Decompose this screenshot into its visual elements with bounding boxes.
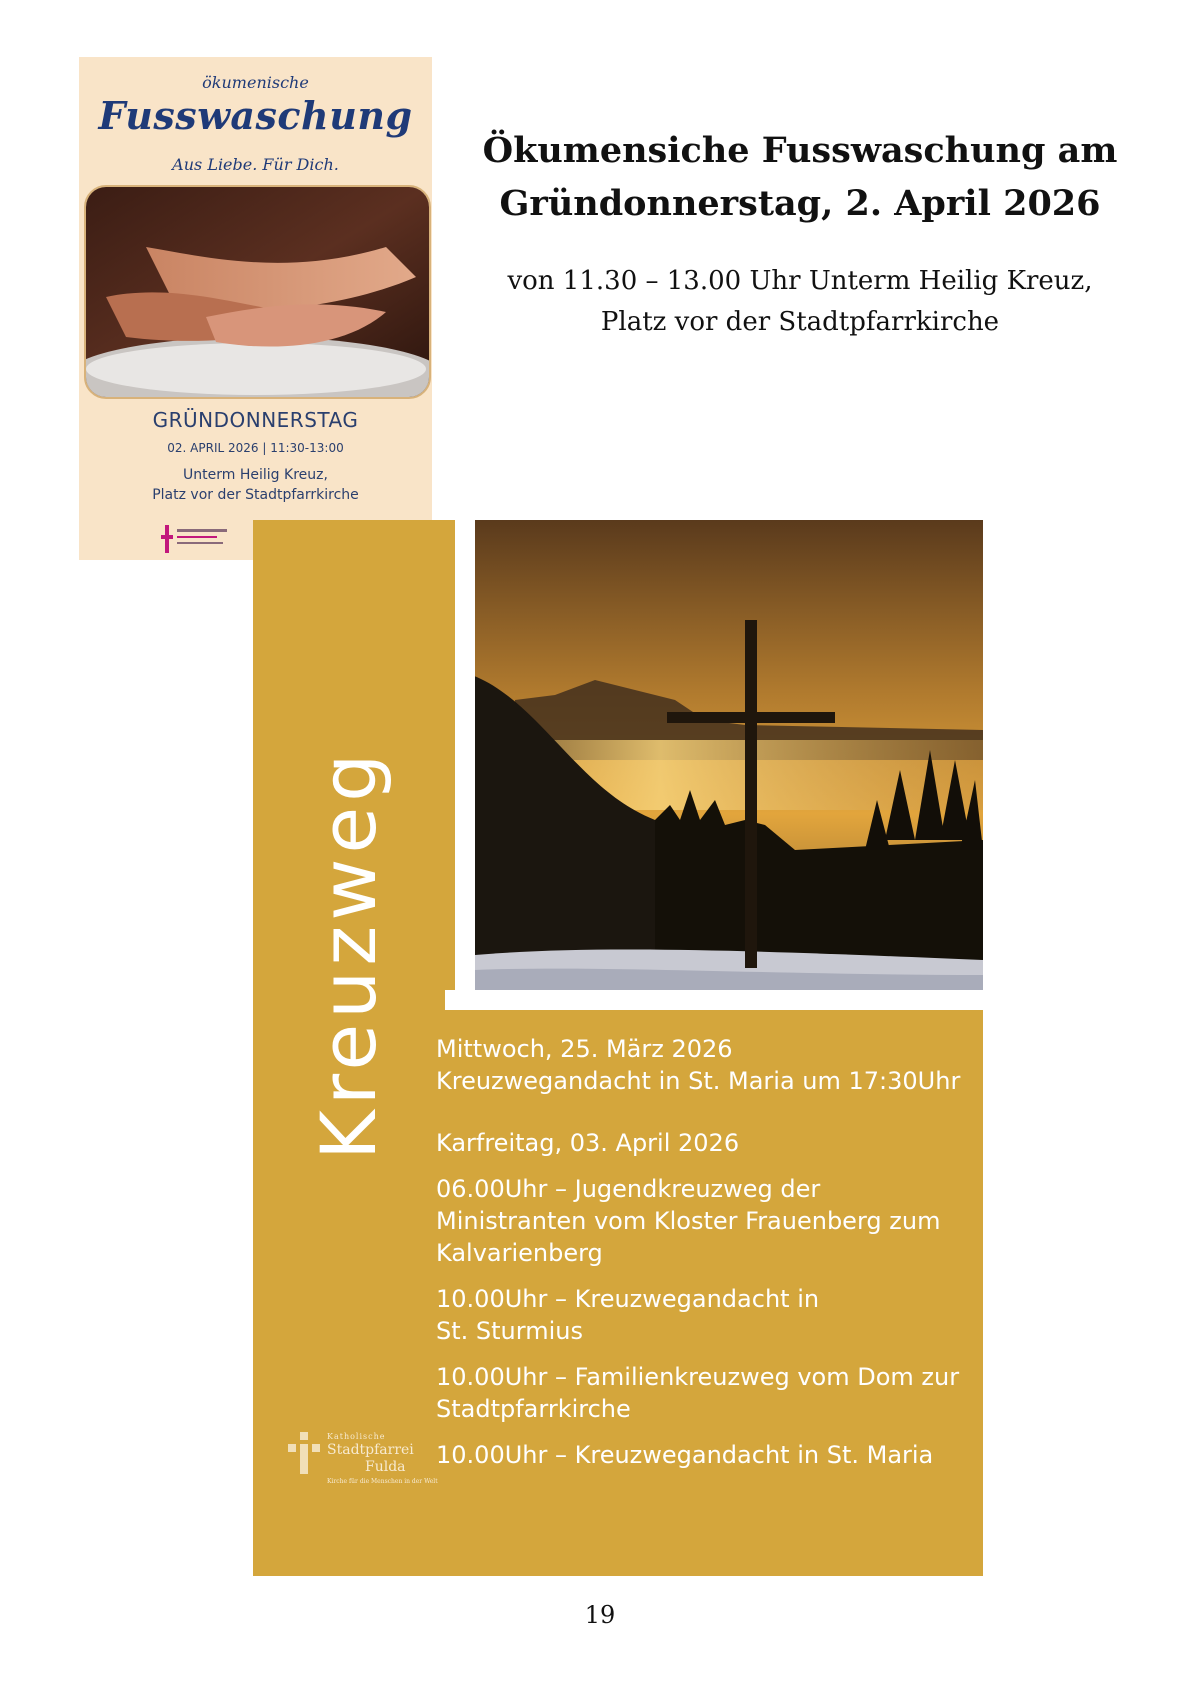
poster-label-small: ökumenische — [202, 73, 309, 92]
schedule-line: Karfreitag, 03. April 2026 — [436, 1129, 740, 1157]
poster-date-time: 02. APRIL 2026 | 11:30-13:00 — [167, 441, 344, 455]
schedule-line: 10.00Uhr – Familienkreuzweg vom Dom zur — [436, 1363, 960, 1391]
schedule-item — [436, 1439, 981, 1471]
schedule-line: Kalvarienberg — [436, 1239, 603, 1267]
schedule-line: 06.00Uhr – Jugendkreuzweg der — [436, 1175, 821, 1203]
cross-sunset-photo — [445, 520, 983, 1010]
logo-line3: Fulda — [365, 1459, 406, 1475]
schedule-item — [436, 1033, 981, 1097]
schedule-line: Kreuzwegandacht in St. Maria um 17:30Uhr — [436, 1067, 961, 1095]
schedule-item — [436, 1283, 981, 1347]
schedule-line: Ministranten vom Kloster Frauenberg zum — [436, 1207, 941, 1235]
poster-title: Fusswaschung — [98, 93, 413, 138]
schedule-item — [436, 1127, 981, 1159]
poster-tagline: Aus Liebe. Für Dich. — [172, 155, 339, 174]
stadtpfarrei-logo — [285, 1432, 438, 1485]
event-subline — [470, 261, 1130, 343]
stadtpfarrei-cross-icon — [285, 1432, 323, 1474]
kreuzweg-schedule — [436, 1033, 981, 1485]
event-headline — [470, 124, 1130, 230]
poster-location-line1: Unterm Heilig Kreuz, — [183, 467, 328, 483]
kreuzweg-poster — [253, 520, 983, 1576]
headline-line2: Gründonnerstag, 2. April 2026 — [499, 183, 1101, 224]
logo-line1: Katholische — [327, 1432, 386, 1441]
poster-location-line2: Platz vor der Stadtpfarrkirche — [152, 487, 359, 503]
evangelical-church-logo — [161, 525, 231, 557]
poster-day: GRÜNDONNERSTAG — [152, 408, 359, 432]
schedule-item — [436, 1361, 981, 1425]
schedule-item — [436, 1173, 981, 1269]
schedule-line: Mittwoch, 25. März 2026 — [436, 1035, 733, 1063]
foot-washing-photo — [84, 185, 431, 399]
schedule-line: 10.00Uhr – Kreuzwegandacht in — [436, 1285, 820, 1313]
schedule-line: 10.00Uhr – Kreuzwegandacht in St. Maria — [436, 1441, 934, 1469]
kreuzweg-title: Kreuzweg — [304, 748, 393, 1160]
schedule-line: St. Sturmius — [436, 1317, 583, 1345]
subline-line1: von 11.30 – 13.00 Uhr Unterm Heilig Kreuz, — [507, 266, 1093, 296]
logo-line2: Stadtpfarrei — [327, 1442, 414, 1458]
logo-line4: Kirche für die Menschen in der Welt — [327, 1478, 438, 1485]
page-number: 19 — [584, 1601, 616, 1629]
schedule-line: Stadtpfarrkirche — [436, 1395, 631, 1423]
subline-line2: Platz vor der Stadtpfarrkirche — [600, 307, 1000, 337]
headline-line1: Ökumensiche Fusswaschung am — [482, 130, 1118, 171]
fusswaschung-poster — [79, 57, 432, 560]
